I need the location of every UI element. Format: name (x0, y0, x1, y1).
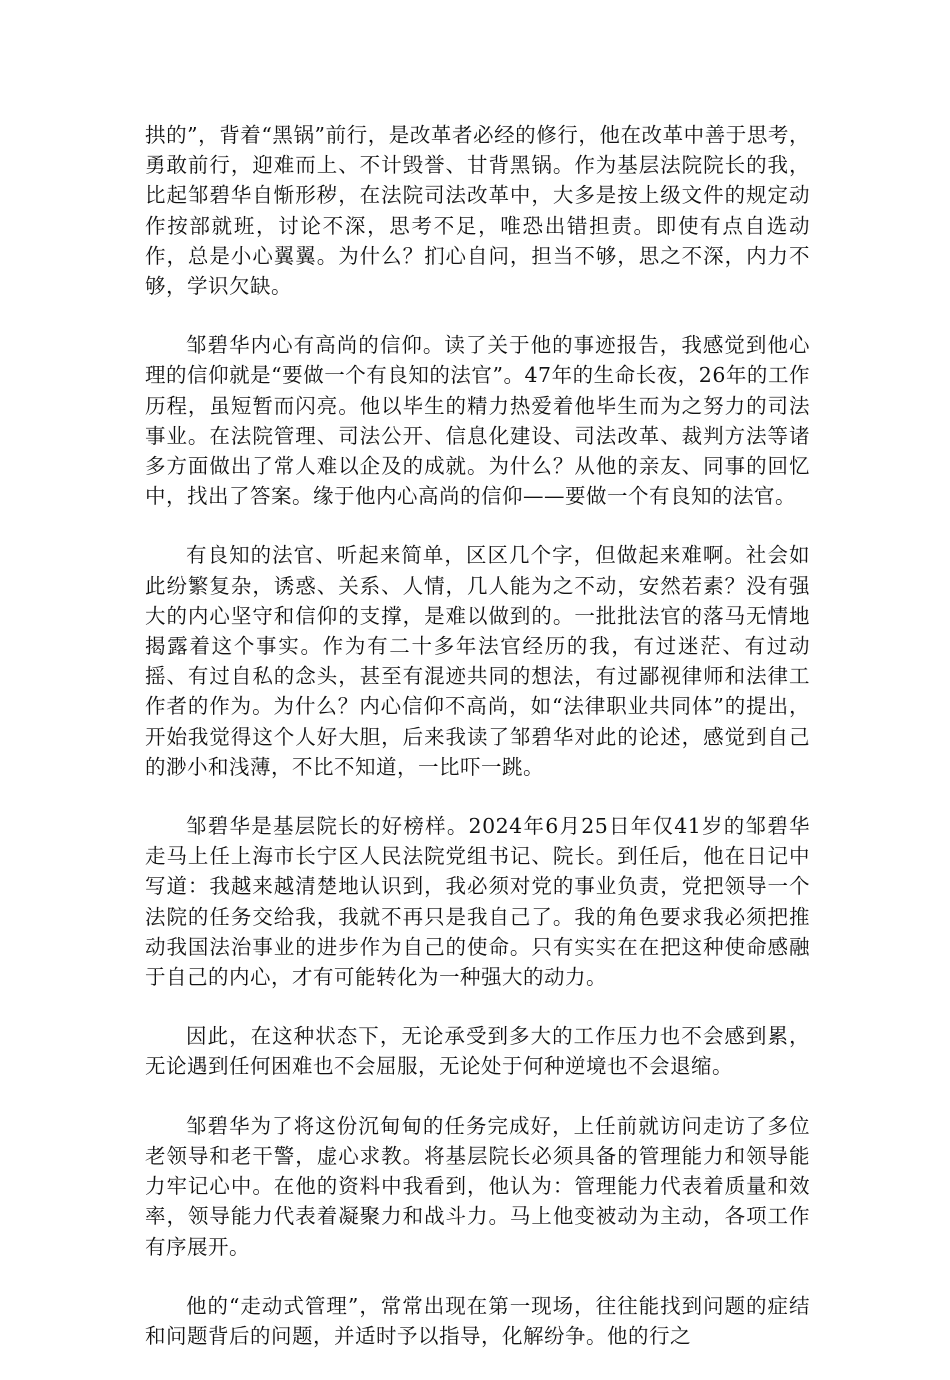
paragraph: 邹碧华是基层院长的好榜样。2024年6月25日年仅41岁的邹碧华走马上任上海市长宁区人民法院党组书记、院长。到任后，他在日记中写道：我越来越清楚地认识到，我必须对党的事业负责，党把领导一个法院的任务交给我，我就不再只是我自己了。我的角色要求我必须把推动我国法治事业的进步作为自己的使命。只有实实在在把这种使命感融于自己的内心，才有可能转化为一种强大的动力。 (145, 814, 810, 990)
paragraph: 邹碧华内心有高尚的信仰。读了关于他的事迹报告，我感觉到他心理的信仰就是“要做一个有良知的法官”。47年的生命长夜，26年的工作历程，虽短暂而闪亮。他以毕生的精力热爱着他毕生而为之努力的司法事业。在法院管理、司法公开、信息化建设、司法改革、裁判方法等诸多方面做出了常人难以企及的成就。为什么？从他的亲友、同事的回忆中，找出了答案。缘于他内心高尚的信仰——要做一个有良知的法官。 (145, 333, 810, 509)
paragraph: 因此，在这种状态下，无论承受到多大的工作压力也不会感到累，无论遇到任何困难也不会屈服，无论处于何种逆境也不会退缩。 (145, 1024, 810, 1079)
paragraph-continued: 拱的”，背着“黑锅”前行，是改革者必经的修行，他在改革中善于思考，勇敢前行，迎难而上、不计毁誉、甘背黑锅。作为基层法院院长的我，比起邹碧华自惭形秽，在法院司法改革中，大多是按上级文件的规定动作按部就班，讨论不深，思考不足，唯恐出错担责。即使有点自选动作，总是小心翼翼。为什么？扪心自问，担当不够，思之不深，内力不够，学识欠缺。 (145, 123, 810, 299)
paragraph: 邹碧华为了将这份沉甸甸的任务完成好，上任前就访问走访了多位老领导和老干警，虚心求教。将基层院长必须具备的管理能力和领导能力牢记心中。在他的资料中我看到，他认为：管理能力代表着质量和效率，领导能力代表着凝聚力和战斗力。马上他变被动为主动，各项工作有序展开。 (145, 1113, 810, 1259)
paragraph: 有良知的法官、听起来简单，区区几个字，但做起来难啊。社会如此纷繁复杂，诱惑、关系、人情，几人能为之不动，安然若素？没有强大的内心坚守和信仰的支撑，是难以做到的。一批批法官的落马无情地揭露着这个事实。作为有二十多年法官经历的我，有过迷茫、有过动摇、有过自私的念头，甚至有混迹共同的想法，有过鄙视律师和法律工作者的作为。为什么？内心信仰不高尚，如“法律职业共同体”的提出，开始我觉得这个人好大胆，后来我读了邹碧华对此的论述，感觉到自己的渺小和浅薄，不比不知道，一比吓一跳。 (145, 543, 810, 779)
document-body (145, 120, 810, 1380)
paragraph: 他的“走动式管理”，常常出现在第一现场，往往能找到问题的症结和问题背后的问题，并适时予以指导，化解纷争。他的行之 (145, 1293, 810, 1348)
